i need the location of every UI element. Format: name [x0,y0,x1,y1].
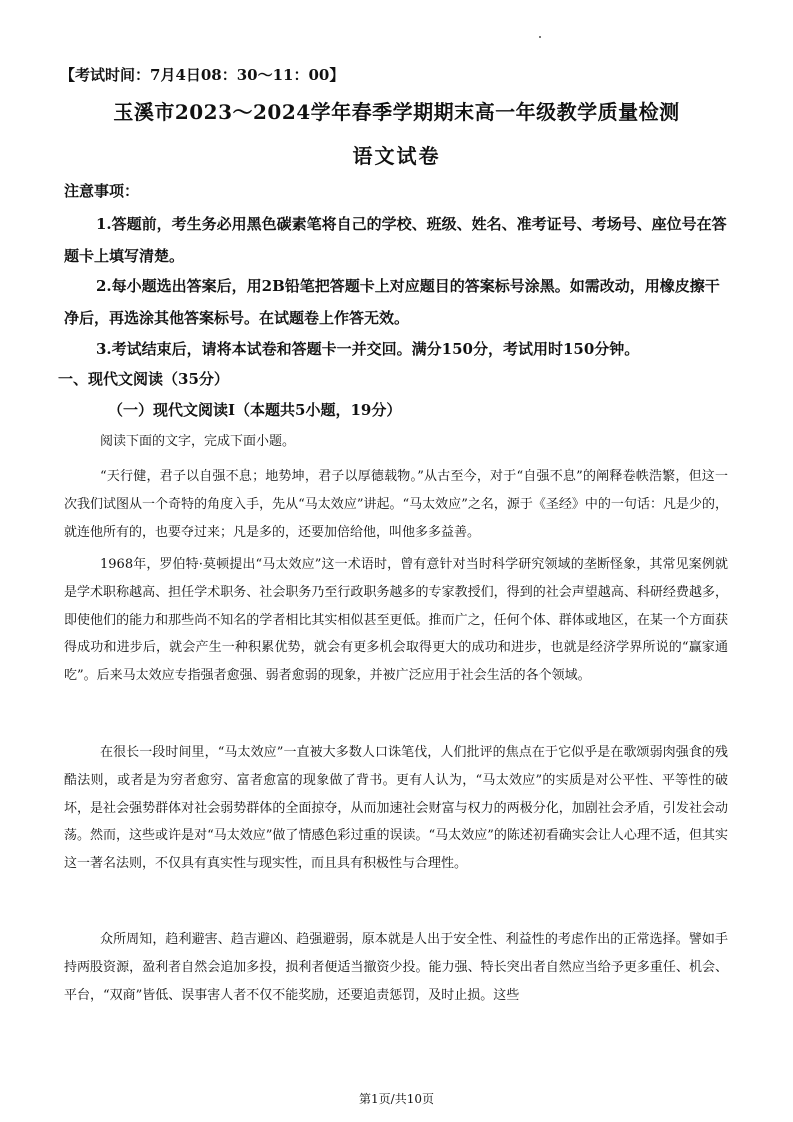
notice-item-2: 2.每小题选出答案后，用2B铅笔把答题卡上对应题目的答案标号涂黑。如需改动，用橡皮擦干净后，再选涂其他答案标号。在试题卷上作答无效。 [64,277,720,327]
passage-paragraph-4: 众所周知，趋利避害、趋吉避凶、趋强避弱，原本就是人出于安全性、利益性的考虑作出的正常选择。譬如手持两股资源，盈利者自然会追加多投，损利者便适当撤资少投。能力强、特长突出者自然应当给予更多重任、机会、平台，“双商”皆低、误事害人者不仅不能奖励，还要追责惩罚，及时止损。这些 [64,932,728,1003]
notice-item-1: 1.答题前，考生务必用黑色碳素笔将自己的学校、班级、姓名、准考证号、考场号、座位号在答题卡上填写清楚。 [64,215,727,265]
notice-heading: 注意事项： [64,182,140,200]
passage-paragraph-3: 在很长一段时间里，“马太效应”一直被大多数人口诛笔伐，人们批评的焦点在于它似乎是在歌颂弱肉强食的残酷法则，或者是为穷者愈穷、富者愈富的现象做了背书。更有人认为，“马太效应”的实质是对公平性、平等性的破坏，是社会强势群体对社会弱势群体的全面掠夺，从而加速社会财富与权力的两极分化，加剧社会矛盾，引发社会动荡。然而，这些或许是对“马太效应”做了情感色彩过重的误读。“马太效应”的陈述初看确实会让人心理不适，但其实这一著名法则，不仅具有真实性与现实性，而且具有积极性与合理性。 [64,745,728,872]
subsection-title: （一）现代文阅读Ⅰ（本题共5小题，19分） [108,401,402,419]
exam-time: 【考试时间：7月4日08：30～11：00】 [60,66,345,84]
exam-subtitle: 语文试卷 [352,144,441,168]
exam-title: 玉溪市2023～2024学年春季学期期末高一年级教学质量检测 [113,100,680,124]
page-number: 第1页/共10页 [359,1092,434,1106]
notice-item-3: 3.考试结束后，请将本试卷和答题卡一并交回。满分150分，考试用时150分钟。 [96,340,640,358]
section-title: 一、现代文阅读（35分） [58,370,229,388]
reading-instruction: 阅读下面的文字，完成下面小题。 [100,434,296,449]
passage-paragraph-1: “天行健，君子以自强不息；地势坤，君子以厚德载物。”从古至今，对于“自强不息”的阐释卷帙浩繁，但这一次我们试图从一个奇特的角度入手，先从“马太效应”讲起。“马太效应”之名，源于《圣经》中的一句话：凡是少的，就连他所有的，也要夺过来；凡是多的，还要加倍给他，叫他多多益善。 [64,469,728,540]
scan-dot [539,36,541,38]
passage-paragraph-2: 1968年，罗伯特·莫顿提出“马太效应”这一术语时，曾有意针对当时科学研究领域的垄断怪象，其常见案例就是学术职称越高、担任学术职务、社会职务乃至行政职务越多的专家教授们，得到的社会声望越高、科研经费越多，即使他们的能力和那些尚不知名的学者相比其实相似甚至更低。推而广之，任何个体、群体或地区，在某一个方面获得成功和进步后，就会产生一种积累优势，就会有更多机会取得更大的成功和进步，也就是经济学界所说的“赢家通吃”。后来马太效应专指强者愈强、弱者愈弱的现象，并被广泛应用于社会生活的各个领域。 [64,557,728,684]
